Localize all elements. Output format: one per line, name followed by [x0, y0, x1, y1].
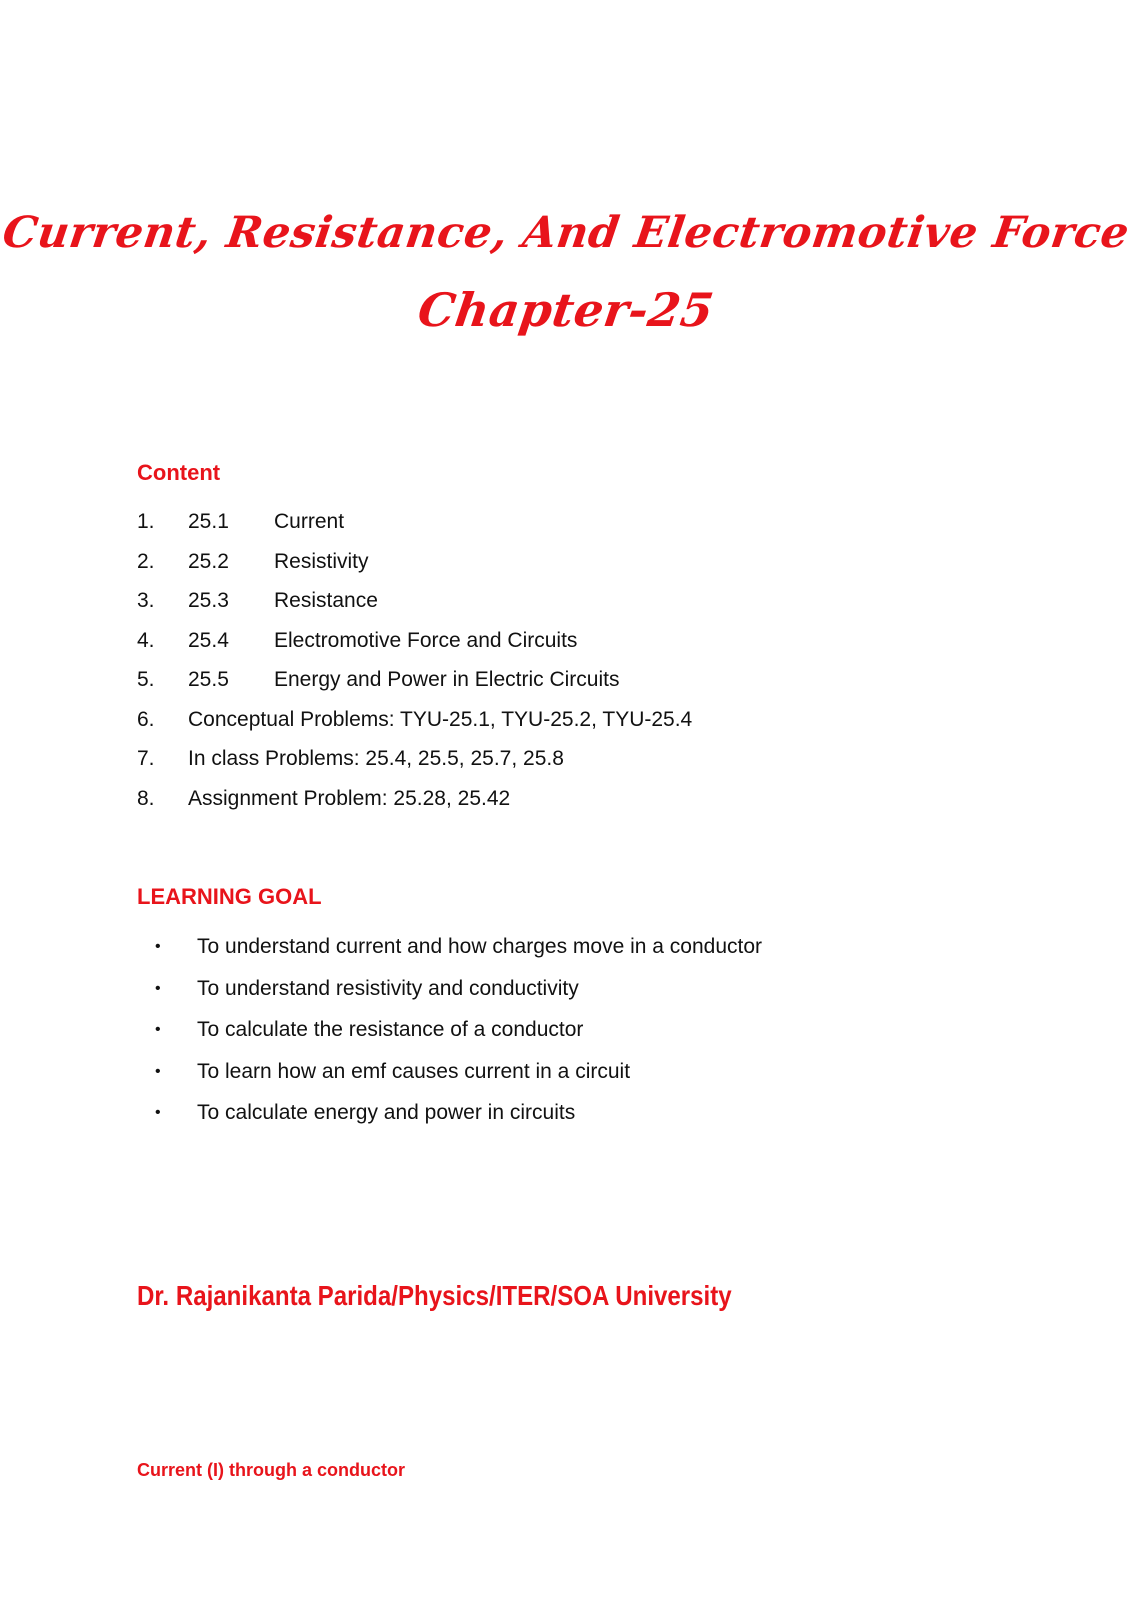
learning-goal-text: To calculate the resistance of a conductor	[197, 1018, 584, 1041]
subsection-heading: Current (I) through a conductor	[137, 1460, 405, 1480]
content-item-title: Energy and Power in Electric Circuits	[274, 668, 620, 691]
bullet-icon: •	[155, 938, 161, 955]
content-item-section: 25.4	[188, 628, 229, 652]
content-item-section: 25.1	[188, 510, 229, 533]
content-heading: Content	[137, 460, 221, 485]
content-item-title: Electromotive Force and Circuits	[274, 628, 578, 652]
content-item-number: 8.	[137, 786, 155, 810]
content-item-number: 3.	[137, 589, 155, 612]
bullet-icon: •	[155, 1021, 161, 1038]
document-title: Current, Resistance, And Electromotive Force	[0, 208, 1132, 258]
learning-goal-text: To understand current and how charges move in a conductor	[197, 935, 763, 958]
learning-goal-text: To understand resistivity and conductivity	[197, 976, 579, 1000]
content-item-text: Assignment Problem: 25.28, 25.42	[188, 786, 511, 810]
content-item-section: 25.5	[188, 668, 229, 691]
content-item-title: Resistivity	[274, 549, 369, 573]
content-item-text: In class Problems: 25.4, 25.5, 25.7, 25.8	[188, 747, 564, 770]
content-item-section: 25.2	[188, 549, 229, 573]
content-item-title: Resistance	[274, 589, 378, 612]
content-item-number: 7.	[137, 747, 155, 770]
content-item-text: Conceptual Problems: TYU-25.1, TYU-25.2, TYU-25.4	[188, 707, 693, 731]
bullet-icon: •	[155, 979, 161, 997]
chapter-title: Chapter-25	[414, 283, 718, 337]
learning-goal-text: To calculate energy and power in circuits	[197, 1101, 576, 1124]
content-item-title: Current	[274, 510, 345, 533]
bullet-icon: •	[155, 1104, 161, 1121]
content-item-number: 4.	[137, 628, 155, 652]
author-line: Dr. Rajanikanta Parida/Physics/ITER/SOA University	[137, 1280, 732, 1311]
content-item-number: 1.	[137, 510, 155, 533]
learning-goal-text: To learn how an emf causes current in a circuit	[197, 1059, 631, 1083]
content-item-section: 25.3	[188, 589, 229, 612]
content-item-number: 5.	[137, 668, 155, 691]
bullet-icon: •	[155, 1062, 161, 1080]
content-item-number: 6.	[137, 707, 155, 731]
learning-goal-heading: LEARNING GOAL	[137, 884, 322, 909]
content-item-number: 2.	[137, 549, 155, 573]
